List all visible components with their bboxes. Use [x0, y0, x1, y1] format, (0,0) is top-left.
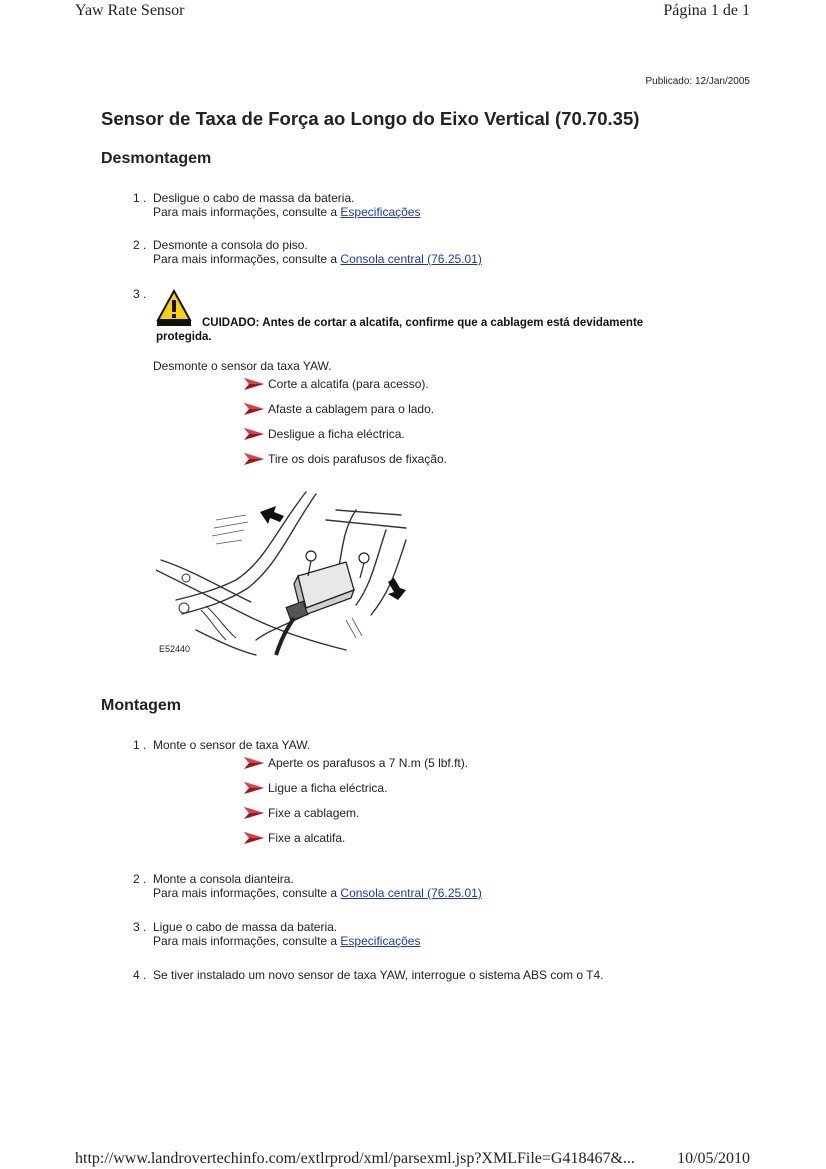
- link-especificacoes[interactable]: Especificações: [340, 934, 421, 948]
- step-text: Monte a consola dianteira.: [153, 872, 294, 886]
- step-number: 3 .: [133, 920, 147, 934]
- step-number: 2 .: [133, 872, 147, 886]
- substep-text: Afaste a cablagem para o lado.: [268, 402, 435, 416]
- substep-text: Tire os dois parafusos de fixação.: [268, 452, 447, 466]
- red-arrow-icon: [243, 402, 265, 416]
- red-arrow-icon: [243, 781, 265, 795]
- substep-item: [243, 377, 429, 391]
- substep-text: Fixe a alcatifa.: [268, 831, 346, 845]
- step-info: Para mais informações, consulte a Consola central (76.25.01): [153, 252, 482, 266]
- red-arrow-icon: [243, 427, 265, 441]
- step-info: Para mais informações, consulte a Especificações: [153, 934, 421, 948]
- step-info: Para mais informações, consulte a Consola central (76.25.01): [153, 886, 482, 900]
- page-title: Sensor de Taxa de Força ao Longo do Eixo Vertical (70.70.35): [101, 108, 640, 129]
- substep-text: Aperte os parafusos a 7 N.m (5 lbf.ft).: [268, 756, 469, 770]
- substep-item: [243, 427, 405, 441]
- step-text: Monte o sensor de taxa YAW.: [153, 738, 311, 752]
- substep-text: Desligue a ficha eléctrica.: [268, 427, 405, 441]
- section-heading-montagem: Montagem: [101, 697, 181, 714]
- red-arrow-icon: [243, 831, 265, 845]
- link-especificacoes[interactable]: Especificações: [340, 205, 421, 219]
- step-number: 1 .: [133, 738, 147, 752]
- caution-text: CUIDADO: Antes de cortar a alcatifa, confirme que a cablagem está devidamente protegida.: [156, 317, 644, 343]
- figure-label: E52440: [159, 644, 191, 654]
- step-number: 3 .: [133, 287, 147, 301]
- step-text: Desligue o cabo de massa da bateria.: [153, 191, 355, 205]
- published-date: Publicado: 12/Jan/2005: [645, 76, 750, 87]
- step-info: Para mais informações, consulte a Especificações: [153, 205, 421, 219]
- substep-item: [243, 756, 468, 770]
- step-text: Ligue o cabo de massa da bateria.: [153, 920, 338, 934]
- step-number: 1 .: [133, 191, 147, 205]
- section-heading-desmontagem: Desmontagem: [101, 150, 212, 167]
- link-consola-central[interactable]: Consola central (76.25.01): [340, 252, 482, 266]
- link-consola-central[interactable]: Consola central (76.25.01): [340, 886, 482, 900]
- footer-url: http://www.landrovertechinfo.com/extlrprod/xml/parsexml.jsp?XMLFile=G418467&...: [75, 1150, 635, 1167]
- substep-text: Fixe a cablagem.: [268, 806, 360, 820]
- red-arrow-icon: [243, 377, 265, 391]
- red-arrow-icon: [243, 452, 265, 466]
- step-text: Desmonte a consola do piso.: [153, 238, 308, 252]
- footer-date: 10/05/2010: [677, 1150, 750, 1167]
- substep-item: [243, 831, 345, 845]
- substep-item: [243, 452, 447, 466]
- step-number: 4 .: [133, 968, 147, 982]
- step-text: Desmonte o sensor da taxa YAW.: [153, 359, 332, 373]
- yaw-sensor-illustration: [156, 490, 412, 656]
- substep-text: Corte a alcatifa (para acesso).: [268, 377, 429, 391]
- substep-item: [243, 806, 359, 820]
- step-number: 2 .: [133, 238, 147, 252]
- substep-text: Ligue a ficha eléctrica.: [268, 781, 388, 795]
- header-title: Yaw Rate Sensor: [75, 2, 185, 19]
- red-arrow-icon: [243, 806, 265, 820]
- substep-item: [243, 781, 387, 795]
- step-text: Se tiver instalado um novo sensor de taxa YAW, interrogue o sistema ABS com o T4.: [153, 968, 604, 982]
- header-page-number: Página 1 de 1: [663, 2, 750, 19]
- red-arrow-icon: [243, 756, 265, 770]
- substep-item: [243, 402, 434, 416]
